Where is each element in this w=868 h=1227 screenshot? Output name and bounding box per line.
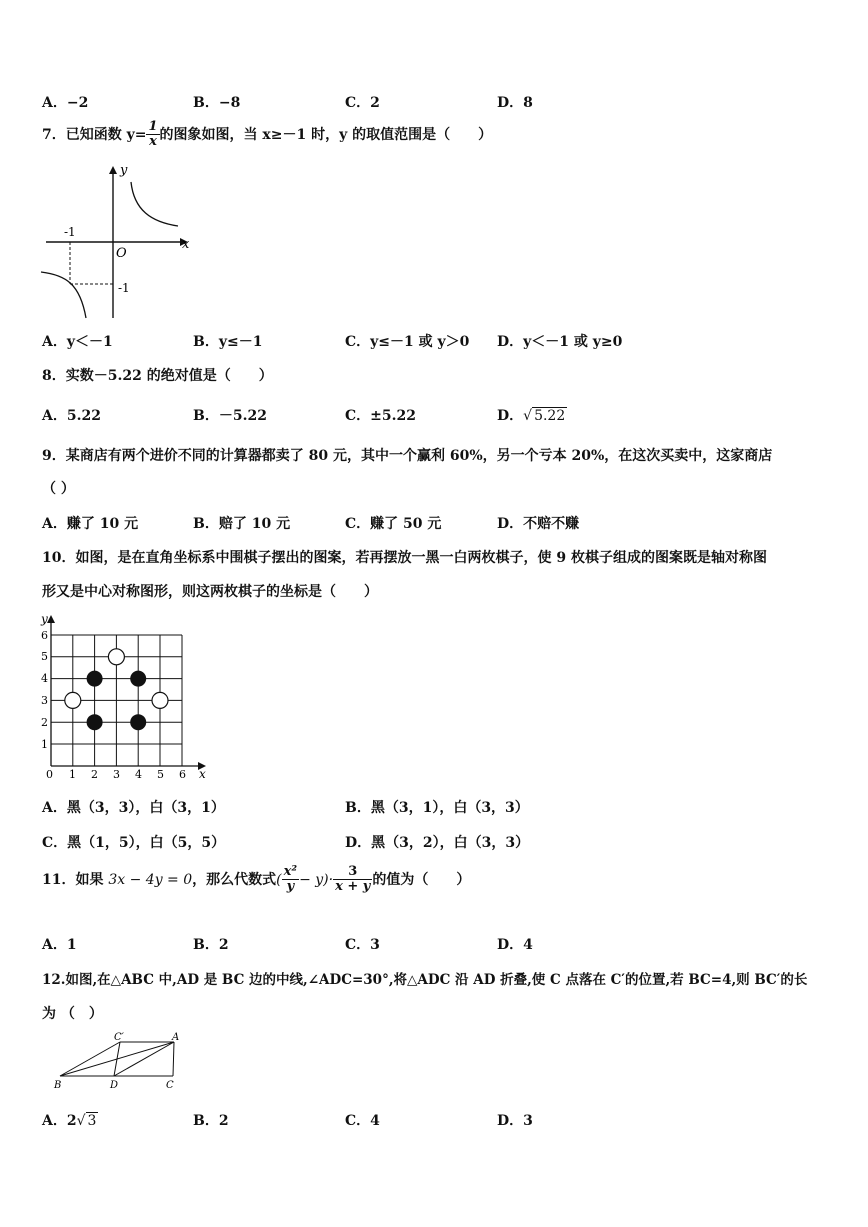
q7-fraction [146, 120, 159, 150]
q12-segment-ca [173, 1042, 174, 1076]
q11-fraction-2 [333, 865, 372, 895]
q12-option-a: A．2√ 3 [42, 1113, 97, 1129]
q12-option-a-radicand: 3 [87, 1113, 97, 1129]
q11-option-b: B．2 [193, 937, 229, 953]
q11-option-c: C．3 [345, 937, 380, 953]
q9-stem: 9．某商店有两个进价不同的计算器都卖了 80 元，其中一个赢利 60%，另一个亏本 20%，在这次买卖中，这家商店 [42, 448, 773, 464]
q8-option-d: D．√ 5.22 [497, 408, 566, 424]
q9-option-d: D．不赔不赚 [497, 516, 580, 532]
q10-stem: 10．如图，是在直角坐标系中围棋子摆出的图案，若再摆放一黑一白两枚棋子，使 9 枚棋子组成的图案既是轴对称图 [42, 550, 767, 566]
q12-segment-da [114, 1042, 174, 1076]
q7-branch-negative [41, 272, 86, 318]
q8-option-d-radicand: 5.22 [534, 408, 566, 424]
q12-segment-dc1 [114, 1042, 120, 1076]
q12-label-c-prime: C′ [114, 1032, 124, 1043]
q10-option-c: C．黑（1，5），白（5，5） [42, 835, 226, 851]
q12-label-b: B [54, 1080, 62, 1091]
q10-x-tick-5: 5 [157, 768, 164, 781]
q11-mid: ，那么代数式 [192, 871, 277, 888]
q8-option-c: C．±5.22 [345, 408, 416, 424]
q10-white-stone [108, 649, 124, 665]
q10-option-d: D．黑（3，2），白（3，3） [345, 835, 530, 851]
q7-option-a: A．y＜－1 [42, 334, 113, 350]
q10-option-a: A．黑（3，3），白（3，1） [42, 800, 225, 816]
q12-figure [48, 1030, 188, 1092]
q10-go-board [36, 610, 216, 785]
q6-option-b: B．−8 [193, 95, 241, 111]
q10-y-tick-2: 2 [41, 716, 48, 729]
q10-x-ticks [46, 768, 186, 781]
q10-y-tick-6: 6 [41, 629, 48, 642]
q12-option-d: D．3 [497, 1113, 533, 1129]
q12-label-c: C [166, 1080, 174, 1091]
q10-black-stone [130, 671, 146, 687]
q10-y-tick-5: 5 [41, 650, 48, 663]
q6-option-c: C．2 [345, 95, 380, 111]
q7-neg1-x-label: -1 [64, 225, 76, 239]
q8-option-d-prefix: D． [497, 408, 524, 424]
q9-option-c: C．赚了 50 元 [345, 516, 442, 532]
q11-frac1-den: y [286, 879, 295, 895]
q12-segment-bc1 [60, 1042, 120, 1076]
q10-white-stone [65, 692, 81, 708]
q10-x-tick-2: 2 [91, 768, 98, 781]
q10-y-tick-1: 1 [41, 738, 48, 751]
q10-y-ticks [41, 629, 48, 751]
q12-option-c: C．4 [345, 1113, 380, 1129]
q9-stem-line2: （ ） [42, 481, 75, 497]
q11-fraction-1 [282, 865, 299, 895]
q11-minus-y: − y)· [299, 871, 334, 888]
q10-y-arrow [47, 615, 55, 623]
q10-y-tick-4: 4 [41, 672, 48, 685]
q10-x-tick-0: 0 [46, 768, 53, 781]
q7-y-arrow [109, 166, 117, 174]
q7-graph [36, 160, 196, 320]
q12-label-a: A [172, 1032, 180, 1043]
q8-stem: 8．实数－5.22 的绝对值是（ ） [42, 368, 273, 384]
q12-option-a-prefix: A．2 [42, 1113, 77, 1129]
q7-option-b: B．y≤－1 [193, 334, 263, 350]
q7-frac-den: x [149, 134, 157, 150]
q11-prefix: 11．如果 [42, 871, 104, 888]
q10-option-b: B．黑（3，1），白（3，3） [345, 800, 529, 816]
q10-x-tick-6: 6 [179, 768, 186, 781]
q7-frac-num: 1 [148, 119, 158, 134]
q7-x-label: x [182, 237, 190, 252]
q10-y-tick-3: 3 [41, 694, 48, 707]
q11-suffix: 的值为（ ） [372, 871, 471, 888]
q7-branch-positive [131, 182, 178, 226]
q10-black-stone [87, 714, 103, 730]
q10-y-label: y [41, 612, 48, 626]
q10-black-stone [87, 671, 103, 687]
q11-frac2-den: x + y [335, 879, 371, 895]
q8-option-b: B．－5.22 [193, 408, 267, 424]
q11-option-d: D．4 [497, 937, 533, 953]
q7-stem-prefix: 7．已知函数 y= [42, 126, 147, 143]
q7-neg1-y-label: -1 [118, 281, 130, 295]
q7-y-label: y [120, 163, 128, 178]
q6-option-a: A．−2 [42, 95, 89, 111]
q10-x-tick-1: 1 [69, 768, 76, 781]
q10-x-label: x [199, 767, 206, 781]
q7-option-c: C．y≤－1 或 y＞0 [345, 334, 470, 350]
q9-option-b: B．赔了 10 元 [193, 516, 291, 532]
q10-black-stone [130, 714, 146, 730]
q10-x-tick-3: 3 [113, 768, 120, 781]
q10-x-tick-4: 4 [135, 768, 142, 781]
q12-stem-line2: 为 （ ） [42, 1006, 103, 1022]
q11-option-a: A．1 [42, 937, 77, 953]
q6-option-d: D．8 [497, 95, 533, 111]
q7-origin-label: O [116, 246, 127, 261]
q11-frac2-num: 3 [333, 865, 372, 880]
q7-stem-suffix: 的图象如图，当 x≥－1 时，y 的取值范围是（ ） [159, 126, 493, 143]
q11-open-paren: ( [276, 871, 282, 888]
q11-equation: 3x − 4y = 0 [108, 871, 193, 888]
q11-stem [42, 865, 470, 895]
q10-stem-line2: 形又是中心对称图形，则这两枚棋子的坐标是（ ） [42, 584, 378, 600]
q7-stem [42, 120, 492, 150]
q9-option-a: A．赚了 10 元 [42, 516, 139, 532]
q12-option-b: B．2 [193, 1113, 229, 1129]
q12-label-d: D [110, 1080, 119, 1091]
q10-white-stone [152, 692, 168, 708]
q11-frac1-num: x² [283, 864, 298, 879]
q8-option-a: A．5.22 [42, 408, 101, 424]
q7-option-d: D．y＜－1 或 y≥0 [497, 334, 623, 350]
q12-stem: 12.如图,在△ABC 中,AD 是 BC 边的中线,∠ADC=30°,将△ADC 沿 AD 折叠,使 C 点落在 C′的位置,若 BC=4,则 BC′的长 [42, 972, 808, 988]
